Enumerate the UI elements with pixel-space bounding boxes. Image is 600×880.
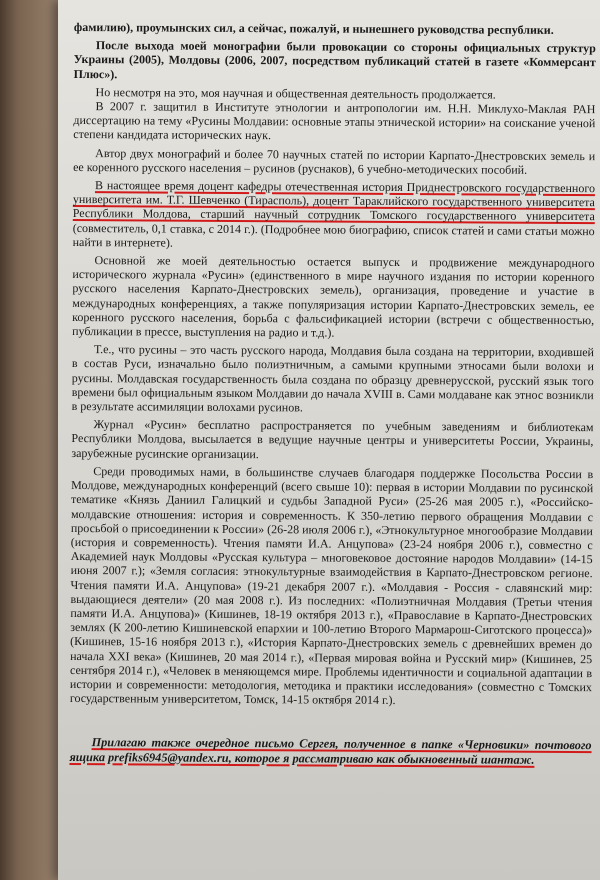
document-body [69,20,596,768]
paragraph-5: Автор двух монографий и более 70 научных статей по истории Карпато-Днестровских земель и ее коренного русского населения – русинов (руснаков), 6 учебно-методических пособий. [73,145,596,177]
paragraph-7: Т.е., что русины – это часть русского народа, Молдавия была создана на территории, входившей в состав Руси, изначально было полиэтничным, а самыми крупными этносами были волохи и русины. Молдавская государственность была создана по образцу древнерусской, русский язык того времени был официальным языком Молдавии до начала XVIII в. Сами молдаване как этнос возникли в результате ассимиляции волохами русинов. [71,342,595,415]
red-underlined-text: В настоящее время доцент кафедры отечественная история Приднестровского государственного университета им. Т.Г. Шевченко (Тирасполь), доцент Тараклийского государственного университета Республики Молдова, старший научный сотрудник Томского государственного университета [72,178,596,224]
paragraph-8: Журнал «Русин» бесплатно распространяется по учебным заведениям и библиотекам Республики Молдова, высылается в ведущие научные центры и университеты России, Украины, зарубежные русинские организации. [71,417,594,461]
highlighted-paragraph-rest: (совместитель, 0,1 ставка, с 2014 г.). (Подробнее мою биографию, список статей и сами статьи можно найти в интернете). [72,220,595,250]
paragraph-4: В 2007 г. защитил в Институте этнологии и антропологии им. Н.Н. Миклухо-Маклая РАН диссертацию на тему «Русины Молдавии: основные этапы этнической истории» на соискание ученой степени кандидата исторических наук. [73,99,596,143]
closing-paragraph: Прилагаю также очередное письмо Сергея, полученное в папке «Черновики» почтового ящика prefiks6945@yandex.ru, которое я рассматриваю как обыкновенный шантаж. [69,735,592,767]
highlighted-paragraph [73,178,595,252]
paragraph-2: После выхода моей монографии были провокации со стороны официальных структур Украины (2005), Молдовы (2006, 2007, посредством публикаций статей в газете «Коммерсант Плюс»). [73,38,596,81]
paragraph-6: Основной же моей деятельностью остается выпуск и продвижение международного исторического журнала «Русин» (единственного в мире научного издания по истории коренного русского населения Карпато-Днестровских земель), организация, проведение и участие в международных конференциях, а также популяризация истории Карпато-Днестровских земель, ее коренного русского населения, борьба с фальсификацией истории (встречи с общественностью, публикации в прессе, выступления на радио и т.д.). [72,253,595,340]
paragraph-1: фамилию), проумынских сил, а сейчас, пожалуй, и нынешнего руководства республики. [73,20,554,37]
paragraph-3: Но несмотря на это, моя научная и общественная деятельность продолжается. [95,84,496,102]
paragraph-9: Среди проводимых нами, в большинстве случаев благодаря поддержке Посольства России в Молдове, международных конференций (всего свыше 10): первая в истории Молдавии по русинской тематике «Князь Даниил Галицкий и судьбы Западной Руси» (25-26 мая 2005 г.), «Российско-молдавские отношения: история и современность. К 350-летию первого обращения Молдавии с просьбой о присоединении к России» (26-28 июля 2006 г.), «Этнокультурное многообразие Молдавии (история и современность). Чтения памяти И.А. Анцупова» (23-24 ноября 2006 г.), совместно с Академией наук Молдовы «Русская культура – многовековое достояние народов Молдавии» (14-15 июня 2007 г.); «Земля согласия: этнокультурные взаимодействия в Карпато-Днестровском регионе. Чтения памяти И.А. Анцупова» (19-21 декабря 2007 г.). «Молдавия - Россия - славянский мир: выдающиеся деятели» (20 мая 2008 г.). Из последних: «Полиэтничная Молдавия (Третьи чтения памяти И.А. Анцупова)» (Кишинев, 18-19 октября 2013 г.), «Православие в Карпато-Днестровских землях (К 200-летию Кишиневской епархии и 100-летию Второго Мармарош-Сиготского процесса)» (Кишинев, 15-16 ноября 2013 г.), «История Карпато-Днестровских земель с древнейших времен до начала XXI века» (Кишинев, 20 мая 2014 г.), «Первая мировая война и Русский мир» (Кишинев, 25 сентября 2014 г.), «Человек в меняющемся мире. Проблемы идентичности и социальной адаптации в истории и современности: методология, методика и практики исследования» (совместно с Томских государственным университетом, Томск, 14-15 октября 2014 г.). [69,464,594,708]
